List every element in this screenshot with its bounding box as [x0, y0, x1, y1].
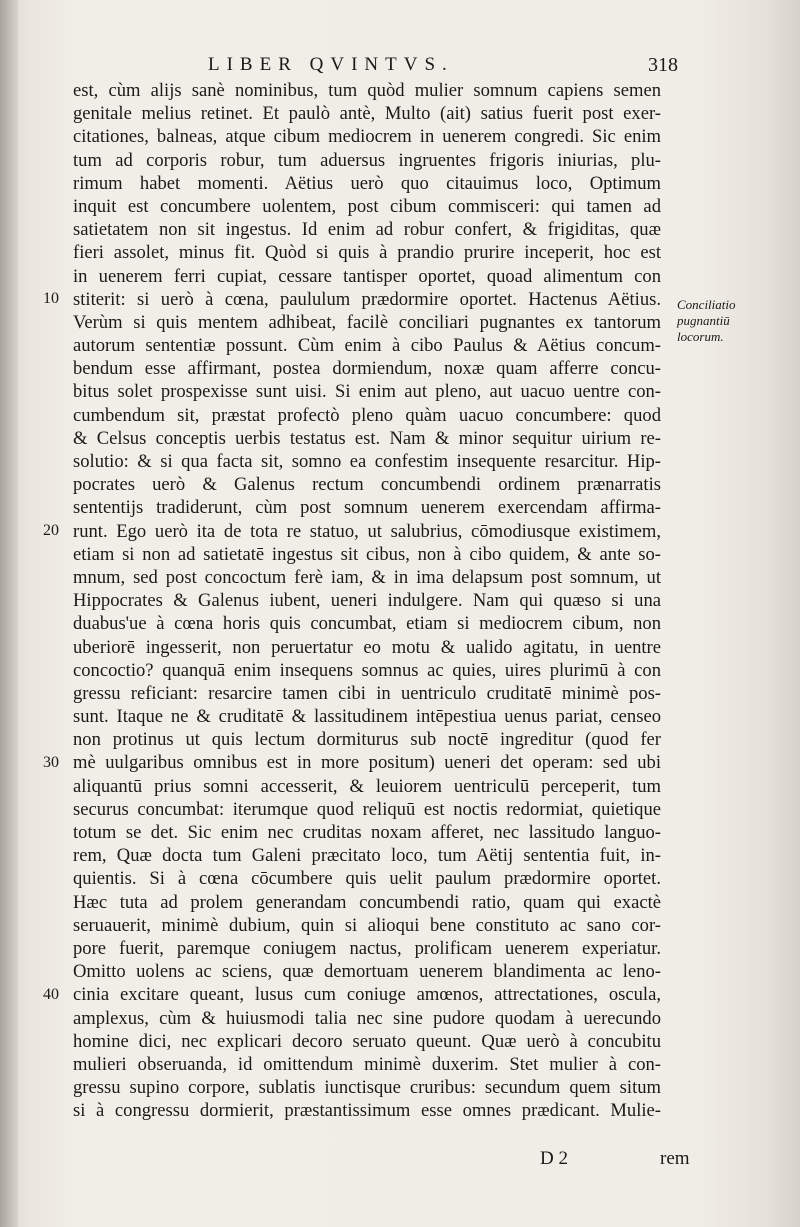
text-line: amplexus, cùm & huiusmodi talia nec sine pudore quodam à uerecundo	[73, 1007, 661, 1029]
catchword: rem	[660, 1148, 690, 1169]
line-number: 10	[43, 289, 59, 307]
running-title: LIBER QVINTVS.	[208, 54, 454, 75]
text-line: & Celsus conceptis uerbis testatus est. Nam & minor sequitur uirium re-	[73, 427, 661, 449]
text-line: citationes, balneas, atque cibum mediocrem in uenerem congredi. Sic enim	[73, 126, 661, 148]
text-line: satietatem non sit ingestus. Id enim ad robur confert, & frigiditas, quæ	[73, 219, 661, 241]
text-line: bendum esse affirmant, postea dormiendum, noxæ quam afferre concu-	[73, 358, 661, 380]
text-line: gressu reficiant: resarcire tamen cibi in uentriculo cruditatē minimè pos-	[73, 682, 661, 704]
text-line: in uenerem ferri cupiat, cessare tantisper oportet, quoad alimentum con	[73, 265, 661, 287]
text-line: stiterit: si uerò à cœna, paululum prædormire oportet. Hactenus Aëtius.	[73, 288, 661, 310]
text-line: runt. Ego uerò ita de tota re statuo, ut salubrius, cōmodiusque existimem,	[73, 520, 661, 542]
line-number: 40	[43, 985, 59, 1003]
text-line: etiam si non ad satietatē ingestus sit cibus, non à cibo quidem, & ante so-	[73, 543, 661, 565]
text-line: si à congressu dormierit, præstantissimum esse omnes prædicant. Mulie-	[73, 1100, 661, 1122]
text-line: gressu supino corpore, sublatis iunctisque cruribus: secundum quem situm	[73, 1077, 661, 1099]
text-line: est, cùm alijs sanè nominibus, tum quòd mulier somnum capiens semen	[73, 80, 661, 101]
text-line: Verùm si quis mentem adhibeat, facilè conciliari pugnantes ex tantorum	[73, 311, 661, 333]
text-line: genitale melius retinet. Et paulò antè, Multo (ait) satius fuerit post exer-	[73, 103, 661, 125]
text-line: rem, Quæ docta tum Galeni præcitato loco, tum Aëtij sententia fuit, in-	[73, 845, 661, 867]
text-line: uberiorē ingesserit, non peruertatur eo motu & ualido agitatu, in uentre	[73, 636, 661, 658]
text-line: Omitto uolens ac sciens, quæ demortuam uenerem blandimenta ac leno-	[73, 961, 661, 983]
text-line: rimum habet momenti. Aëtius uerò quo citauimus loco, Optimum	[73, 172, 661, 194]
text-line: cumbendum sit, præstat profectò pleno quàm uacuo concumbere: quod	[73, 404, 661, 426]
text-line: bitus solet prospexisse sunt uisi. Si enim aut pleno, aut uacuo uentre con-	[73, 381, 661, 403]
text-line: inquit est concumbere uolentem, post cibum commisceri: qui tamen ad	[73, 195, 661, 217]
text-line: mulieri obseruanda, id omittendum minimè duxerim. Stet mulier à con-	[73, 1053, 661, 1075]
text-line: quientis. Si à cœna cōcumbere quis uelit paulum prædormire oportet.	[73, 868, 661, 890]
line-number: 20	[43, 521, 59, 539]
text-line: autorum sententiæ possunt. Cùm enim à cibo Paulus & Aëtius concum-	[73, 335, 661, 357]
text-line: mè uulgaribus omnibus est in more positum) ueneri det operam: sed ubi	[73, 752, 661, 774]
text-line: sunt. Itaque ne & cruditatē & lassitudinem intēpestiua uenus pariat, censeo	[73, 706, 661, 728]
signature-mark: D 2	[540, 1148, 568, 1169]
text-line: seruauerit, minimè dubium, quin si alioqui bene constituto ac sano cor-	[73, 914, 661, 936]
text-line: fieri assolet, minus fit. Quòd si quis à prandio prurire inceperit, hoc est	[73, 242, 661, 264]
line-number: 30	[43, 753, 59, 771]
text-line: totum se det. Sic enim nec cruditas noxam afferet, nec lassitudo languo-	[73, 822, 661, 843]
text-line: securus concumbat: iterumque quod reliquū est noctis redormiat, quietique	[73, 798, 661, 820]
text-line: pore fuerit, paremque coniugem nactus, prolificam uenerem experiatur.	[73, 937, 661, 959]
text-line: tum ad corporis robur, tum aduersus ingruentes frigoris iniurias, plu-	[73, 149, 661, 171]
text-line: solutio: & si qua facta sit, somno ea confestim insequente resarcitur. Hip-	[73, 451, 661, 472]
text-line: Hæc tuta ad prolem generandam concumbendi ratio, quam qui exactè	[73, 891, 661, 913]
text-line: homine dici, nec explicari decoro seruato queunt. Quæ uerò à concubitu	[73, 1030, 661, 1052]
text-line: pocrates uerò & Galenus rectum concumbendi ordinem prænarratis	[73, 474, 661, 496]
text-line: mnum, sed post concoctum ferè iam, & in ima delapsum post somnum, ut	[73, 566, 661, 588]
text-line: sententijs tradiderunt, cùm post somnum uenerem exercendam affirma-	[73, 497, 661, 519]
body-text	[73, 79, 661, 1122]
text-line: non protinus ut quis lectum dormiturus sub noctē ingreditur (quod fer	[73, 729, 661, 751]
text-line: Hippocrates & Galenus iubent, ueneri indulgere. Nam qui quæso si una	[73, 590, 661, 612]
page-gutter	[0, 0, 18, 1227]
margin-note: Conciliatio pugnantiū locorum.	[677, 297, 736, 344]
text-line: duabus'ue à cœna horis quis concumbat, etiam si mediocrem cibum, non	[73, 613, 661, 635]
text-line: aliquantū prius somni accesserit, & leuiorem uentriculū perceperit, tum	[73, 775, 661, 797]
text-line: concoctio? quanquā enim insequens somnus ac quies, uires plurimū à con	[73, 659, 661, 681]
text-line: cinia excitare queant, lusus cum coniuge amœnos, attrectationes, oscula,	[73, 984, 661, 1006]
page-number: 318	[648, 54, 678, 76]
